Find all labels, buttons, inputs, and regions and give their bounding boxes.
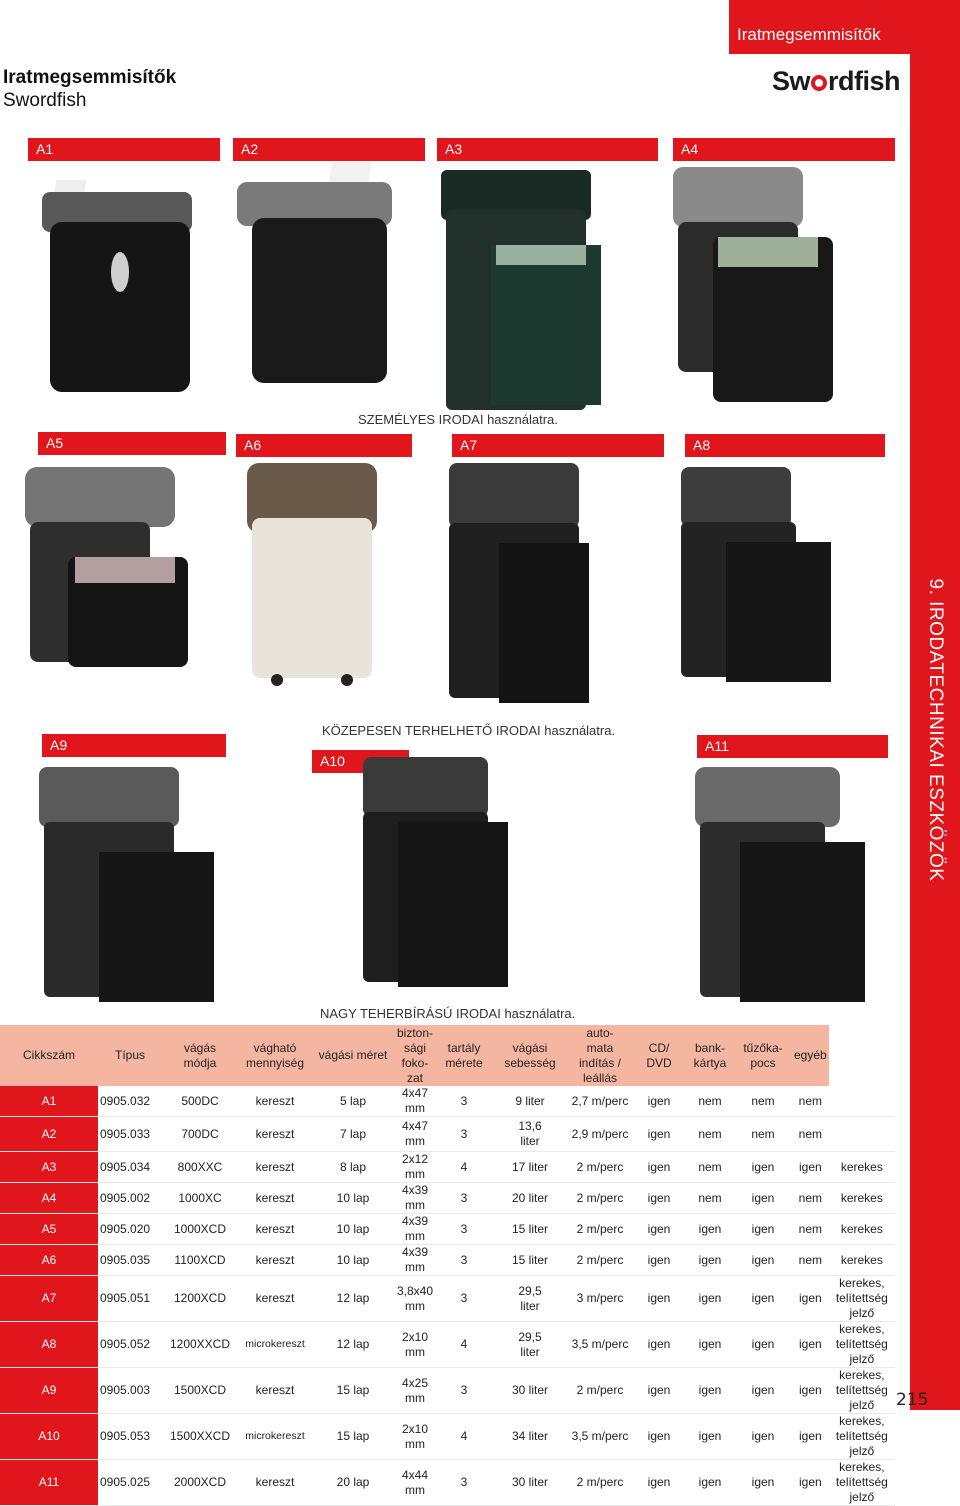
cell-tipus: 700DC [181, 1126, 219, 1141]
cell-seb: 2 m/perc [576, 1252, 624, 1267]
cell-bank: igen [751, 1475, 775, 1489]
caption-medium: KÖZEPESEN TERHELHETŐ IRODAI használatra. [322, 723, 616, 738]
cell-egyeb [829, 1322, 895, 1368]
cell-egyeb [829, 1460, 895, 1506]
cell-bank: nem [751, 1126, 775, 1141]
cell-cd: igen [698, 1475, 722, 1489]
cell-line: 30 liter [511, 1383, 549, 1397]
cell-cd: nem [698, 1159, 722, 1174]
row-label: A9 [0, 1368, 98, 1414]
row-label: A4 [0, 1183, 98, 1214]
label-a4: A4 [673, 138, 895, 161]
cell-menny: 5 lap [339, 1093, 367, 1108]
cell-tuzo: nem [798, 1093, 823, 1108]
cell-seb: 2 m/perc [576, 1383, 624, 1397]
header-sebesseg: vágási sebesség [504, 1040, 556, 1070]
cell-fok: 3 [460, 1475, 468, 1489]
cell-meret: 4x39 mm [401, 1214, 429, 1243]
caption-personal: SZEMÉLYES IRODAI használatra. [358, 412, 558, 427]
cell-cd: igen [698, 1291, 722, 1305]
header-egyeb: egyéb [794, 1048, 827, 1062]
cell-egyeb [829, 1214, 895, 1245]
cell-seb: 3,5 m/perc [571, 1429, 629, 1443]
label-a6: A6 [236, 434, 412, 457]
label-a2: A2 [233, 138, 425, 161]
row-label: A6 [0, 1245, 98, 1276]
cell-cikk: 0905.002 [100, 1190, 151, 1205]
cell-bank: igen [751, 1221, 775, 1236]
header-tuzo: tűzőka- pocs [743, 1040, 783, 1070]
cell-line: liter [520, 1344, 540, 1359]
logo-text-right: rdfish [828, 66, 901, 96]
cell-cikk: 0905.053 [100, 1429, 151, 1443]
cell-fok: 3 [460, 1252, 468, 1267]
cell-tart [492, 1245, 568, 1276]
cell-fok: 3 [460, 1291, 468, 1305]
cell-cikk: 0905.025 [100, 1475, 151, 1489]
cell-mod: microkereszt [245, 1430, 305, 1442]
header-bank: bank- kártya [693, 1040, 727, 1070]
cell-line: jelző [849, 1306, 875, 1320]
cell-meret: 2x10 mm [401, 1329, 429, 1359]
cell-bank: igen [751, 1190, 775, 1205]
cell-tart [492, 1214, 568, 1245]
cell-egyeb [829, 1086, 895, 1117]
cell-seb: 2,7 m/perc [571, 1093, 629, 1108]
cell-line: jelző [849, 1398, 875, 1412]
cell-tart [492, 1322, 568, 1368]
cell-auto: igen [647, 1252, 671, 1267]
cell-mod: kereszt [255, 1221, 295, 1236]
cell-menny: 10 lap [336, 1221, 370, 1236]
cell-cikk: 0905.032 [100, 1093, 151, 1108]
cell-auto: igen [647, 1093, 671, 1108]
table-row [0, 1183, 895, 1214]
cell-fok: 4 [460, 1429, 468, 1443]
cell-menny: 7 lap [339, 1126, 367, 1141]
cell-tipus: 1500XCD [173, 1383, 227, 1397]
cell-line: kerekes, telítettség [835, 1368, 888, 1397]
cell-meret: 2x12 mm [401, 1152, 429, 1181]
cell-auto: igen [647, 1475, 671, 1489]
cell-fok: 4 [460, 1337, 468, 1351]
header-vaghato: vágható mennyiség [245, 1040, 305, 1070]
row-label: A1 [0, 1086, 98, 1117]
cell-cikk: 0905.051 [100, 1291, 151, 1305]
cell-egyeb [829, 1117, 895, 1152]
cell-line: kerekes, telítettség [835, 1460, 888, 1489]
shredder-image-a1 [30, 172, 200, 397]
cell-auto: igen [647, 1159, 671, 1174]
cell-meret: 2x10 mm [401, 1421, 429, 1451]
page-title [3, 66, 176, 112]
cell-line: kerekes [840, 1159, 883, 1174]
cell-auto: igen [647, 1190, 671, 1205]
cell-egyeb [829, 1368, 895, 1414]
header-cikkszam: Cikkszám [22, 1048, 75, 1062]
cell-cikk: 0905.020 [100, 1221, 151, 1236]
row-label: A11 [0, 1460, 98, 1506]
cell-line: 13,6 [518, 1119, 542, 1133]
cell-egyeb [829, 1276, 895, 1322]
table-row [0, 1460, 895, 1506]
cell-meret: 4x39 mm [401, 1245, 429, 1274]
cell-mod: kereszt [255, 1159, 295, 1174]
cell-bank: igen [751, 1291, 775, 1305]
cell-seb: 2,9 m/perc [571, 1126, 629, 1141]
cell-cikk: 0905.035 [100, 1252, 151, 1267]
cell-auto: igen [647, 1291, 671, 1305]
cell-tart [492, 1086, 568, 1117]
cell-line: jelző [849, 1444, 875, 1458]
cell-cd: nem [698, 1126, 722, 1141]
cell-tuzo: igen [799, 1337, 822, 1351]
cell-line: 29,5 [518, 1329, 542, 1344]
spec-table [0, 1025, 895, 1506]
cell-bank: nem [751, 1093, 775, 1108]
cell-seb: 2 m/perc [576, 1159, 624, 1174]
cell-auto: igen [647, 1429, 671, 1443]
cell-menny: 15 lap [336, 1383, 370, 1397]
table-row [0, 1117, 895, 1152]
table-row [0, 1245, 895, 1276]
cell-cikk: 0905.052 [100, 1337, 151, 1351]
cell-mod: kereszt [255, 1475, 295, 1489]
cell-tipus: 1000XC [178, 1190, 222, 1205]
header-vagasi-meret: vágási méret [318, 1048, 388, 1062]
cell-cd: nem [698, 1190, 722, 1205]
cell-menny: 12 lap [336, 1337, 370, 1351]
caption-heavy: NAGY TEHERBÍRÁSÚ IRODAI használatra. [320, 1006, 576, 1021]
row-label: A8 [0, 1322, 98, 1368]
cell-line: kerekes, telítettség [835, 1276, 888, 1305]
label-a10: A10 [312, 750, 409, 773]
cell-meret: 4x44 mm [401, 1467, 429, 1497]
table-row [0, 1276, 895, 1322]
cell-mod: kereszt [255, 1252, 295, 1267]
cell-tipus: 1200XCD [173, 1291, 227, 1305]
row-label: A3 [0, 1152, 98, 1183]
header-cd: CD/ DVD [646, 1040, 672, 1070]
cell-menny: 20 lap [336, 1475, 370, 1489]
cell-tuzo: igen [799, 1383, 822, 1397]
cell-menny: 12 lap [336, 1291, 370, 1305]
header-tartaly: tartály mérete [445, 1040, 483, 1070]
cell-auto: igen [647, 1221, 671, 1236]
cell-cikk: 0905.033 [100, 1126, 151, 1141]
cell-line: 17 liter [511, 1159, 549, 1174]
cell-tuzo: igen [799, 1429, 822, 1443]
cell-meret: 4x25 mm [401, 1375, 429, 1405]
cell-line: 34 liter [511, 1429, 549, 1443]
cell-fok: 3 [460, 1383, 468, 1397]
cell-meret: 4x39 mm [401, 1183, 429, 1212]
cell-bank: igen [751, 1429, 775, 1443]
swordfish-logo [772, 66, 900, 97]
shredder-image-a10 [358, 752, 513, 992]
label-a5: A5 [38, 432, 226, 455]
cell-tuzo: nem [798, 1221, 823, 1236]
table-row [0, 1214, 895, 1245]
cell-cikk: 0905.034 [100, 1159, 151, 1174]
shredder-image-a4 [668, 162, 838, 410]
cell-line: liter [520, 1298, 540, 1313]
cell-line: jelző [849, 1352, 875, 1366]
cell-tipus: 2000XCD [173, 1475, 227, 1489]
cell-tipus: 1100XCD [174, 1252, 226, 1267]
cell-bank: igen [751, 1159, 775, 1174]
shredder-image-a9 [34, 762, 219, 1007]
cell-fok: 4 [460, 1159, 468, 1174]
cell-cd: igen [698, 1337, 722, 1351]
row-label: A7 [0, 1276, 98, 1322]
cell-line: kerekes [840, 1221, 883, 1236]
label-a7: A7 [452, 434, 664, 457]
cell-tart [492, 1368, 568, 1414]
cell-tart [492, 1276, 568, 1322]
cell-cd: igen [698, 1429, 722, 1443]
cell-bank: igen [751, 1252, 775, 1267]
cell-tipus: 800XXC [177, 1159, 223, 1174]
table-row [0, 1322, 895, 1368]
label-a1: A1 [28, 138, 220, 161]
cell-mod: kereszt [255, 1291, 295, 1305]
table-row [0, 1414, 895, 1460]
cell-meret: 4x47 mm [401, 1086, 429, 1115]
page-title-line1: Iratmegsemmisítők [3, 67, 177, 88]
cell-tuzo: nem [798, 1126, 823, 1141]
cell-seb: 2 m/perc [576, 1221, 624, 1236]
cell-cd: igen [698, 1383, 722, 1397]
cell-mod: kereszt [255, 1383, 295, 1397]
cell-seb: 2 m/perc [576, 1475, 624, 1489]
cell-tart [492, 1183, 568, 1214]
cell-egyeb [829, 1152, 895, 1183]
shredder-image-a5 [20, 462, 190, 677]
shredder-image-a6 [242, 458, 382, 688]
cell-tipus: 1000XCD [173, 1221, 227, 1236]
spec-table-body [0, 1086, 895, 1506]
table-row [0, 1086, 895, 1117]
cell-cikk: 0905.003 [100, 1383, 151, 1397]
cell-tart [492, 1460, 568, 1506]
label-a11: A11 [697, 735, 888, 758]
cell-line: kerekes [840, 1190, 883, 1205]
cell-tuzo: igen [799, 1475, 822, 1489]
row-label: A2 [0, 1117, 98, 1152]
page-number: 215 [896, 1390, 929, 1410]
label-a9: A9 [42, 734, 226, 757]
cell-tart [492, 1117, 568, 1152]
cell-tuzo: nem [798, 1252, 823, 1267]
cell-egyeb [829, 1414, 895, 1460]
cell-menny: 15 lap [336, 1429, 370, 1443]
label-a8: A8 [685, 434, 885, 457]
cell-meret: 4x47 mm [401, 1119, 429, 1148]
header-tipus: Típus [114, 1048, 145, 1062]
cell-fok: 3 [460, 1190, 468, 1205]
cell-cd: igen [698, 1252, 722, 1267]
cell-tuzo: igen [799, 1291, 822, 1305]
table-header-row [0, 1025, 895, 1086]
cell-tuzo: igen [799, 1159, 822, 1174]
shredder-image-a11 [690, 762, 875, 1007]
cell-tipus: 1500XXCD [169, 1429, 231, 1443]
cell-line: 15 liter [511, 1221, 549, 1236]
page-title-line2: Swordfish [3, 90, 87, 111]
cell-meret: 3,8x40 mm [396, 1283, 434, 1313]
cell-bank: igen [751, 1337, 775, 1351]
cell-tipus: 500DC [181, 1093, 219, 1108]
cell-auto: igen [647, 1383, 671, 1397]
shredder-image-a8 [676, 462, 836, 687]
cell-line: 15 liter [511, 1252, 549, 1267]
cell-mod: kereszt [255, 1093, 295, 1108]
cell-line: jelző [849, 1490, 875, 1504]
table-row [0, 1368, 895, 1414]
cell-seb: 2 m/perc [576, 1190, 624, 1205]
cell-line: 9 liter [515, 1093, 545, 1108]
header-banner-title: Iratmegsemmisítők [737, 25, 881, 44]
cell-tart [492, 1414, 568, 1460]
shredder-image-a2 [232, 160, 402, 390]
cell-line: kerekes, telítettség [835, 1322, 888, 1351]
cell-egyeb [829, 1245, 895, 1276]
cell-egyeb [829, 1183, 895, 1214]
logo-o-mark [811, 75, 827, 91]
cell-line: kerekes, telítettség [835, 1414, 888, 1443]
cell-line: liter [520, 1134, 540, 1148]
cell-mod: kereszt [255, 1126, 295, 1141]
cell-seb: 3,5 m/perc [571, 1337, 629, 1351]
row-label: A10 [0, 1414, 98, 1460]
cell-tipus: 1200XXCD [169, 1337, 231, 1351]
header-vagas-modja: vágás módja [183, 1040, 217, 1070]
shredder-image-a3 [436, 165, 606, 415]
header-automata: auto- mata indítás / leállás [578, 1025, 622, 1085]
logo-text-left: Sw [772, 66, 811, 96]
cell-line: 30 liter [511, 1475, 549, 1489]
header-biztonsagi: bizton- sági foko- zat [396, 1025, 434, 1085]
row-label: A5 [0, 1214, 98, 1245]
table-row [0, 1152, 895, 1183]
cell-seb: 3 m/perc [576, 1291, 624, 1305]
label-a3: A3 [437, 138, 658, 161]
cell-mod: microkereszt [245, 1338, 305, 1350]
cell-mod: kereszt [255, 1190, 295, 1205]
cell-cd: nem [698, 1093, 722, 1108]
cell-menny: 8 lap [339, 1159, 367, 1174]
cell-line: 20 liter [511, 1190, 549, 1205]
cell-tart [492, 1152, 568, 1183]
cell-cd: igen [698, 1221, 722, 1236]
cell-menny: 10 lap [336, 1190, 370, 1205]
chapter-title: 9. IRODATECHNIKAI ESZKÖZÖK [925, 578, 946, 882]
cell-bank: igen [751, 1383, 775, 1397]
cell-menny: 10 lap [336, 1252, 370, 1267]
cell-auto: igen [647, 1126, 671, 1141]
cell-line: kerekes [840, 1252, 883, 1267]
cell-auto: igen [647, 1337, 671, 1351]
cell-tuzo: nem [798, 1190, 823, 1205]
shredder-image-a7 [444, 458, 594, 708]
cell-fok: 3 [460, 1126, 468, 1141]
cell-fok: 3 [460, 1093, 468, 1108]
cell-fok: 3 [460, 1221, 468, 1236]
cell-line: 29,5 [518, 1283, 542, 1298]
